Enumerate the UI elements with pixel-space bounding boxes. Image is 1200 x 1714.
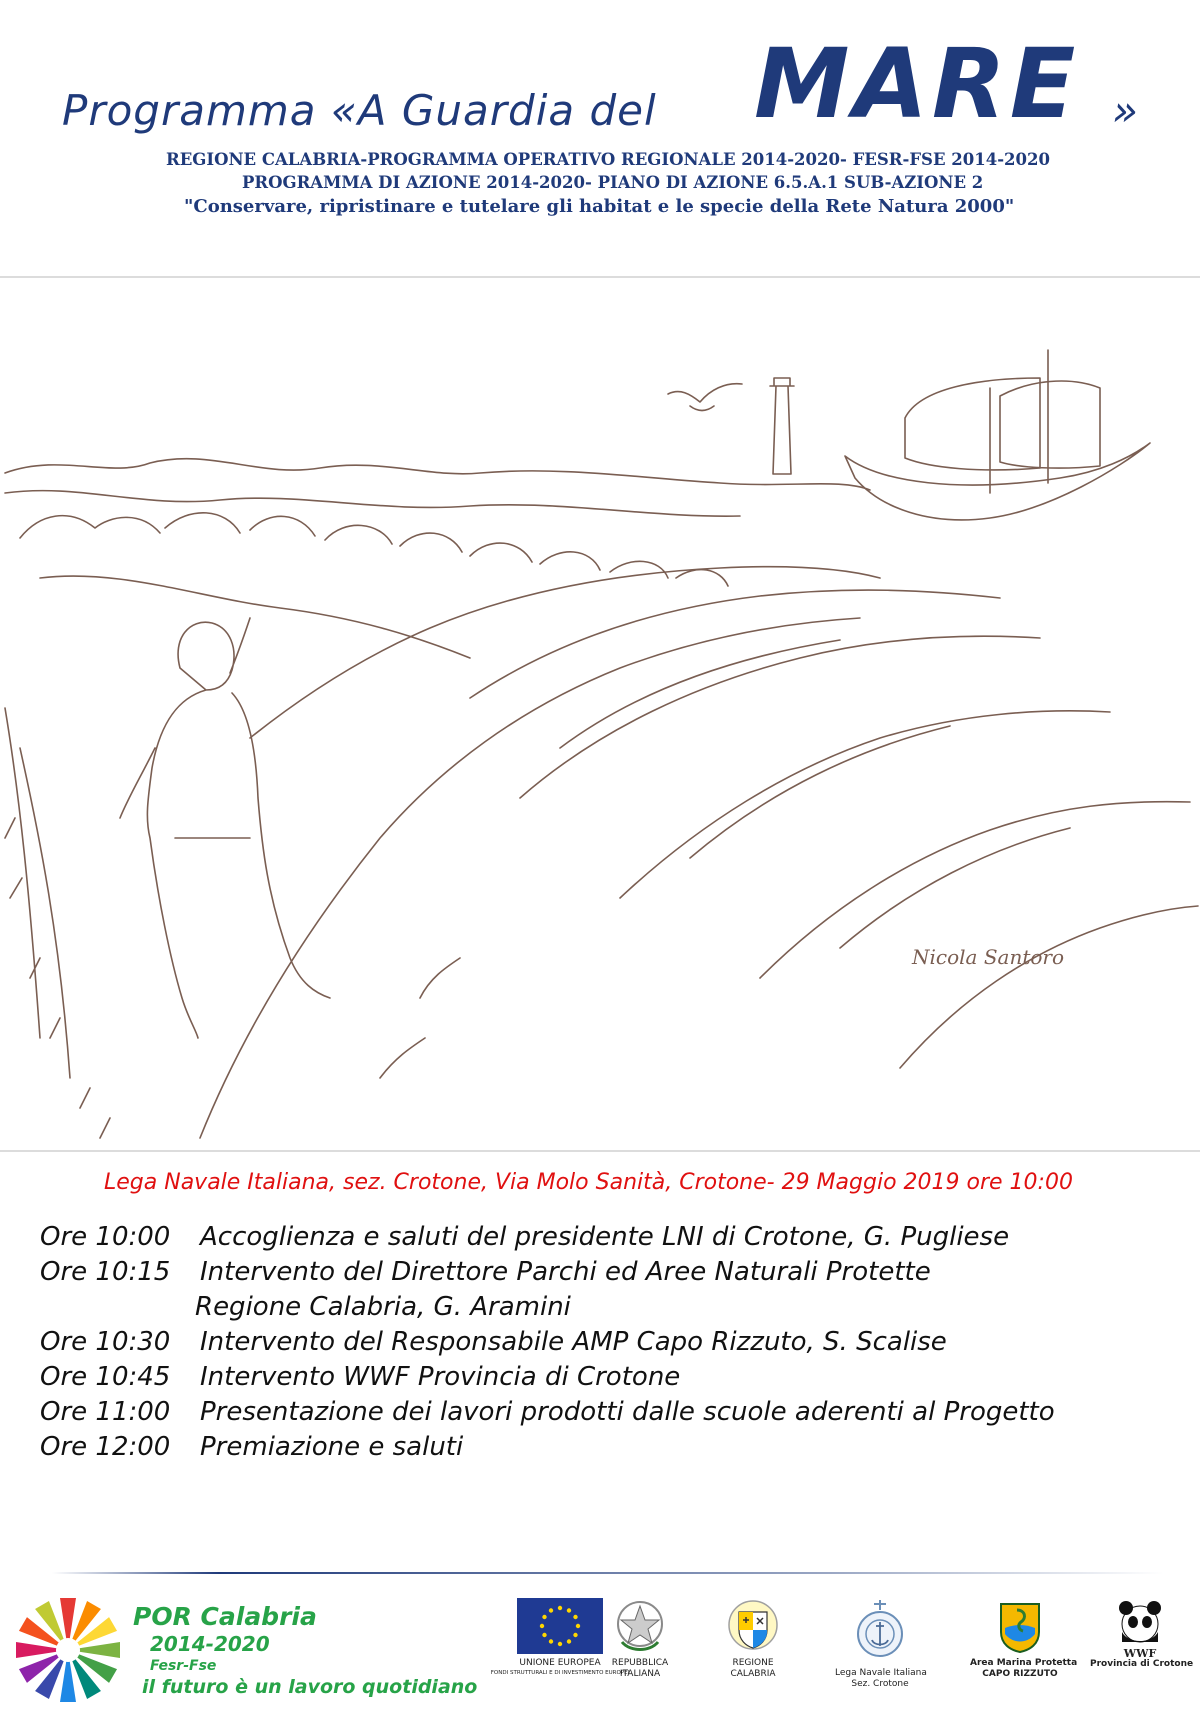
- artist-signature: Nicola Santoro: [912, 945, 1065, 969]
- cliff-line: [5, 459, 870, 490]
- repubblica-logo: [605, 1598, 675, 1680]
- coastal-sketch-illustration: [0, 278, 1200, 1148]
- schedule-item: [40, 1362, 1190, 1397]
- schedule-desc-cont: Regione Calabria, G. Aramini: [195, 1292, 571, 1322]
- eu-label: UNIONE EUROPEA: [519, 1658, 601, 1668]
- italian-emblem-icon: [614, 1598, 666, 1654]
- schedule-item: [40, 1222, 1190, 1257]
- subtitle-line-1: REGIONE CALABRIA-PROGRAMMA OPERATIVO REGIONALE 2014-2020- FESR-FSE 2014-2020: [166, 150, 1050, 169]
- schedule-list: [40, 1222, 1190, 1467]
- amp-label-1: Area Marina Protetta: [970, 1658, 1078, 1668]
- beach-edge: [250, 567, 880, 738]
- seahorse-shield-icon: [997, 1598, 1043, 1654]
- schedule-desc: Premiazione e saluti: [200, 1432, 464, 1462]
- wwf-sublabel: Provincia di Crotone: [1090, 1659, 1194, 1669]
- por-funds: Fesr-Fse: [150, 1658, 217, 1674]
- regione-label-1: REGIONE: [732, 1658, 774, 1668]
- lni-label-1: Lega Navale Italiana: [835, 1668, 927, 1678]
- grass: [5, 708, 110, 1138]
- repubblica-label-2: ITALIANA: [619, 1669, 661, 1679]
- eu-flag-icon: [517, 1598, 603, 1654]
- ship-sails: [905, 378, 1100, 470]
- lighthouse: [770, 378, 794, 474]
- star-flower-icon: [8, 1590, 128, 1710]
- por-years: 2014-2020: [150, 1632, 270, 1656]
- schedule-time: Ore 10:30: [40, 1327, 171, 1357]
- regione-calabria-crest-icon: [727, 1598, 779, 1654]
- por-calabria-logo: [8, 1590, 478, 1710]
- title-prefix: Programma «A Guardia del: [62, 86, 657, 135]
- schedule-item: [40, 1397, 1190, 1432]
- schedule-item: [40, 1327, 1190, 1362]
- regione-logo: [718, 1598, 788, 1680]
- schedule-item: [40, 1257, 1190, 1327]
- schedule-time: Ore 11:00: [40, 1397, 171, 1427]
- wave-5: [900, 906, 1198, 1068]
- schedule-time: Ore 10:15: [40, 1257, 171, 1287]
- por-title: POR Calabria: [133, 1602, 317, 1631]
- title-main: MARE: [754, 28, 1080, 140]
- panda-icon: [1114, 1598, 1166, 1644]
- page-title: [62, 28, 1172, 138]
- regione-label-2: CALABRIA: [730, 1669, 776, 1679]
- amp-logo: [970, 1598, 1078, 1680]
- wwf-label: WWF: [1123, 1647, 1157, 1660]
- schedule-desc: Intervento del Responsabile AMP Capo Rizzuto, S. Scalise: [200, 1327, 947, 1357]
- subtitle-line-2: PROGRAMMA DI AZIONE 2014-2020- PIANO DI AZIONE 6.5.A.1 SUB-AZIONE 2: [242, 173, 984, 192]
- schedule-desc: Intervento WWF Provincia di Crotone: [200, 1362, 681, 1392]
- por-slogan: il futuro è un lavoro quotidiano: [142, 1676, 478, 1698]
- schedule-item: [40, 1432, 1190, 1467]
- schedule-desc: Intervento del Direttore Parchi ed Aree Naturali Protette: [200, 1257, 931, 1287]
- schedule-desc: Presentazione dei lavori prodotti dalle scuole aderenti al Progetto: [200, 1397, 1055, 1427]
- divider-bottom: [0, 1150, 1200, 1152]
- wave-3: [620, 711, 1110, 898]
- lni-logo: [835, 1598, 925, 1690]
- schedule-time: Ore 12:00: [40, 1432, 171, 1462]
- ship-hull: [845, 443, 1150, 520]
- wave-1: [470, 590, 1000, 698]
- amp-label-2: CAPO RIZZUTO: [982, 1669, 1058, 1679]
- footer-divider: [52, 1572, 1164, 1574]
- anchor-badge-icon: [854, 1598, 906, 1664]
- wwf-logo: [1090, 1598, 1194, 1670]
- subtitle-line-3: "Conservare, ripristinare e tutelare gli habitat e le specie della Rete Natura 2000": [184, 196, 1015, 217]
- title-suffix: »: [1112, 86, 1138, 135]
- schedule-time: Ore 10:00: [40, 1222, 171, 1252]
- eu-sublabel: FONDI STRUTTURALI E DI INVESTIMENTO EUROPEI: [490, 1670, 630, 1676]
- schedule-time: Ore 10:45: [40, 1362, 171, 1392]
- schedule-desc: Accoglienza e saluti del presidente LNI di Crotone, G. Pugliese: [200, 1222, 1010, 1252]
- lni-label-2: Sez. Crotone: [851, 1679, 909, 1689]
- wave-2: [520, 636, 1040, 798]
- bird: [668, 384, 742, 411]
- repubblica-label-1: REPUBBLICA: [611, 1658, 669, 1668]
- man-figure: [120, 618, 330, 1038]
- event-venue: Lega Navale Italiana, sez. Crotone, Via Molo Sanità, Crotone- 29 Maggio 2019 ore 10:00: [104, 1170, 1073, 1195]
- rocks: [20, 513, 728, 586]
